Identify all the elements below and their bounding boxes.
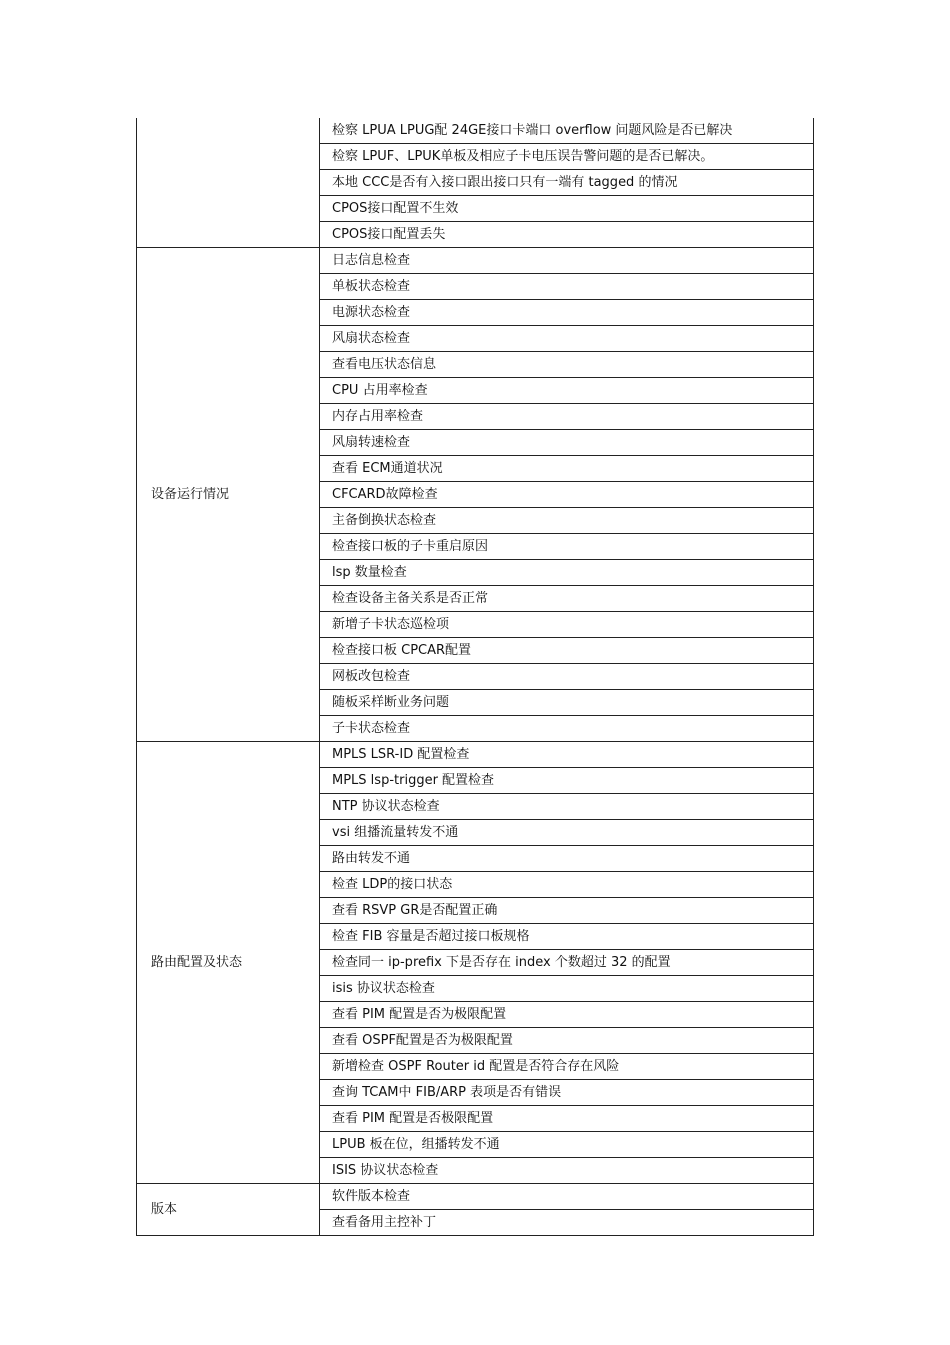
check-item-cell: 查看 PIM 配置是否极限配置 <box>320 1106 814 1132</box>
table-row <box>137 1184 814 1210</box>
check-item-cell: 新增检查 OSPF Router id 配置是否符合存在风险 <box>320 1054 814 1080</box>
check-item-cell: 风扇转速检查 <box>320 430 814 456</box>
check-item-cell: 网板改包检查 <box>320 664 814 690</box>
check-item-cell: 查看 PIM 配置是否为极限配置 <box>320 1002 814 1028</box>
check-item-cell: 检查 LDP的接口状态 <box>320 872 814 898</box>
check-item-cell: lsp 数量检查 <box>320 560 814 586</box>
check-item-cell: ISIS 协议状态检查 <box>320 1158 814 1184</box>
check-item-cell: 检查接口板的子卡重启原因 <box>320 534 814 560</box>
check-item-cell: 检察 LPUA LPUG配 24GE接口卡端口 overflow 问题风险是否已解决 <box>320 118 814 144</box>
check-item-cell: 单板状态检查 <box>320 274 814 300</box>
check-item-cell: MPLS lsp-trigger 配置检查 <box>320 768 814 794</box>
check-item-cell: 查看备用主控补丁 <box>320 1210 814 1236</box>
check-item-cell: 检查接口板 CPCAR配置 <box>320 638 814 664</box>
check-item-cell: CPOS接口配置不生效 <box>320 196 814 222</box>
check-item-cell: 查看 OSPF配置是否为极限配置 <box>320 1028 814 1054</box>
check-item-cell: 检察 LPUF、LPUK单板及相应子卡电压误告警问题的是否已解决。 <box>320 144 814 170</box>
check-item-cell: 日志信息检查 <box>320 248 814 274</box>
check-item-cell: 电源状态检查 <box>320 300 814 326</box>
check-item-cell: CFCARD故障检查 <box>320 482 814 508</box>
check-item-cell: 查看 ECM通道状况 <box>320 456 814 482</box>
check-item-cell: 新增子卡状态巡检项 <box>320 612 814 638</box>
check-item-cell: 查看 RSVP GR是否配置正确 <box>320 898 814 924</box>
check-item-cell: 查看电压状态信息 <box>320 352 814 378</box>
check-item-cell: 检查 FIB 容量是否超过接口板规格 <box>320 924 814 950</box>
check-item-cell: vsi 组播流量转发不通 <box>320 820 814 846</box>
category-cell: 路由配置及状态 <box>137 742 320 1184</box>
category-cell: 设备运行情况 <box>137 248 320 742</box>
check-item-cell: 检查设备主备关系是否正常 <box>320 586 814 612</box>
category-cell <box>137 118 320 248</box>
check-item-cell: NTP 协议状态检查 <box>320 794 814 820</box>
table-row <box>137 248 814 274</box>
table-row <box>137 118 814 144</box>
check-item-cell: 子卡状态检查 <box>320 716 814 742</box>
inspection-table <box>136 118 814 1236</box>
check-item-cell: 本地 CCC是否有入接口跟出接口只有一端有 tagged 的情况 <box>320 170 814 196</box>
check-item-cell: CPOS接口配置丢失 <box>320 222 814 248</box>
check-item-cell: 路由转发不通 <box>320 846 814 872</box>
check-item-cell: isis 协议状态检查 <box>320 976 814 1002</box>
check-item-cell: 查询 TCAM中 FIB/ARP 表项是否有错误 <box>320 1080 814 1106</box>
check-item-cell: 内存占用率检查 <box>320 404 814 430</box>
table-row <box>137 742 814 768</box>
check-item-cell: 软件版本检查 <box>320 1184 814 1210</box>
check-item-cell: 随板采样断业务问题 <box>320 690 814 716</box>
category-cell: 版本 <box>137 1184 320 1236</box>
check-item-cell: CPU 占用率检查 <box>320 378 814 404</box>
check-item-cell: MPLS LSR-ID 配置检查 <box>320 742 814 768</box>
check-item-cell: 风扇状态检查 <box>320 326 814 352</box>
check-item-cell: LPUB 板在位，组播转发不通 <box>320 1132 814 1158</box>
check-item-cell: 检查同一 ip-prefix 下是否存在 index 个数超过 32 的配置 <box>320 950 814 976</box>
check-item-cell: 主备倒换状态检查 <box>320 508 814 534</box>
